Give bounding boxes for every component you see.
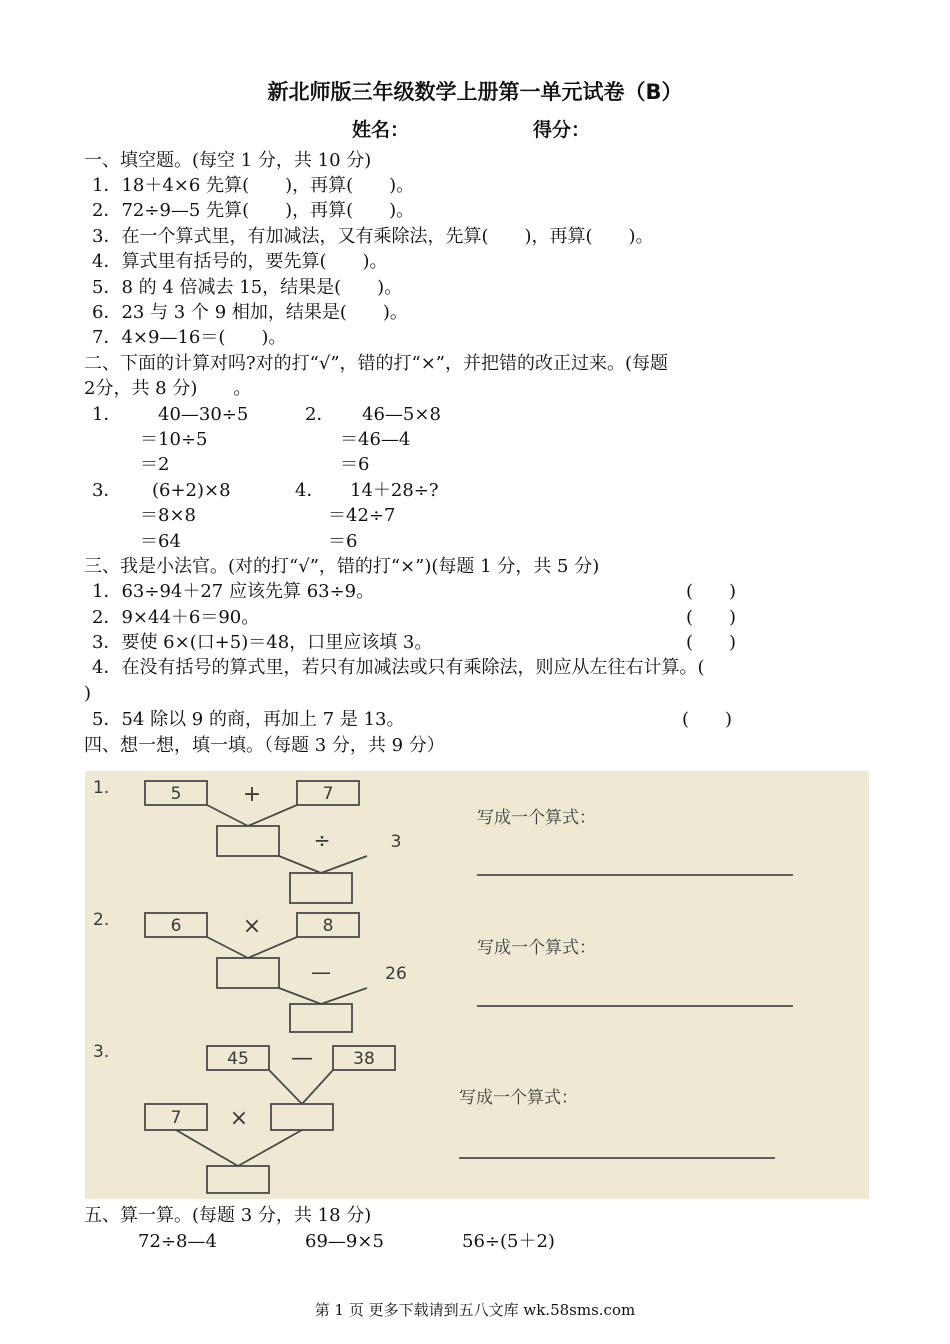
name-label: 姓名：	[352, 119, 410, 141]
s5-expression-2: 69—9×5	[305, 1231, 384, 1252]
q3-value-a: 45	[227, 1049, 249, 1069]
q1-value-a: 5	[170, 784, 182, 804]
s1-item-6: 6．23 与 3 个 9 相加，结果是( )。	[92, 302, 408, 323]
section-5-heading: 五、算一算。(每题 3 分，共 18 分)	[84, 1205, 372, 1226]
q2-value-b: 8	[322, 916, 334, 936]
page-footer: 第 1 页 更多下载请到五八文库 wk.58sms.com	[314, 1301, 636, 1319]
q1-op2: ÷	[313, 828, 331, 852]
s1-item-2: 2．72÷9—5 先算( )，再算( )。	[92, 200, 415, 221]
s2-p4-line1: 14＋28÷?	[350, 480, 439, 501]
s2-p2-line1: 46—5×8	[362, 404, 441, 425]
page-title: 新北师版三年级数学上册第一单元试卷（B）	[267, 80, 683, 104]
section-2-heading-line2: 2分，共 8 分) 。	[84, 378, 252, 399]
s5-expression-3: 56÷(5＋2)	[462, 1231, 555, 1252]
s1-item-4: 4．算式里有括号的，要先算( )。	[92, 251, 388, 272]
q3-box-mid[interactable]	[271, 1104, 333, 1130]
q3-write-label: 写成一个算式：	[459, 1088, 578, 1108]
s3-item-1: 1．63÷94＋27 应该先算 63÷9。	[92, 581, 375, 602]
s1-item-3: 3．在一个算式里，有加减法，又有乘除法，先算( )，再算( )。	[92, 226, 654, 247]
s3-item-2-answer[interactable]: ( )	[686, 607, 737, 628]
s1-item-5: 5．8 的 4 倍减去 15，结果是( )。	[92, 277, 403, 298]
s2-p4-num: 4．	[295, 480, 325, 501]
s2-p4-line3: ＝6	[328, 531, 358, 552]
s2-p2-line3: ＝6	[340, 454, 370, 475]
s2-p1-line3: ＝2	[140, 454, 170, 475]
s3-item-4: 4．在没有括号的算式里，若只有加减法或只有乘除法，则应从左往右计算。(	[92, 657, 705, 678]
s2-p3-num: 3．	[92, 480, 122, 501]
s2-p1-line2: ＝10÷5	[140, 429, 208, 450]
s2-p3-line1: (6+2)×8	[152, 480, 231, 501]
q1-write-label: 写成一个算式：	[477, 808, 596, 828]
q3-value-b: 38	[353, 1049, 375, 1069]
section-2-heading-line1: 二、下面的计算对吗?对的打“√”，错的打“×”，并把错的改正过来。(每题	[84, 353, 669, 374]
flow-diagram	[85, 771, 869, 1199]
q2-value-c: 26	[385, 964, 407, 984]
s2-p2-line2: ＝46—4	[340, 429, 411, 450]
q2-write-label: 写成一个算式：	[477, 938, 596, 958]
q1-op1: +	[242, 782, 262, 807]
s3-item-2: 2．9×44＋6＝90。	[92, 607, 260, 628]
q2-box-mid[interactable]	[217, 958, 279, 988]
q2-box-result[interactable]	[290, 1004, 352, 1032]
section-3-heading: 三、我是小法官。(对的打“√”，错的打“×”)(每题 1 分，共 5 分)	[84, 556, 600, 577]
s2-p4-line2: ＝42÷7	[328, 505, 396, 526]
s2-p3-line2: ＝8×8	[140, 505, 196, 526]
s2-p1-num: 1．	[92, 404, 122, 425]
q1-value-c: 3	[390, 832, 402, 852]
section-4-heading: 四、想一想，填一填。（每题 3 分，共 9 分）	[84, 735, 445, 756]
s3-item-5: 5．54 除以 9 的商，再加上 7 是 13。	[92, 709, 405, 730]
flow-diagram-figure	[85, 771, 869, 1199]
s1-item-1: 1．18＋4×6 先算( )，再算( )。	[92, 175, 415, 196]
q2-number: 2.	[93, 910, 110, 930]
q2-op2: —	[311, 960, 331, 984]
s3-item-3: 3．要使 6×(口+5)＝48，口里应该填 3。	[92, 632, 433, 653]
q3-op1: —	[291, 1046, 313, 1071]
s5-expression-1: 72÷8—4	[138, 1231, 217, 1252]
q1-value-b: 7	[322, 784, 334, 804]
s3-item-4-answer[interactable]: )	[84, 683, 92, 704]
q3-box-result[interactable]	[207, 1166, 269, 1193]
s1-item-7: 7．4×9—16＝( )。	[92, 327, 287, 348]
s2-p1-line1: 40—30÷5	[158, 404, 249, 425]
q1-box-mid[interactable]	[217, 826, 279, 856]
q3-op2: ×	[229, 1106, 249, 1131]
s3-item-1-answer[interactable]: ( )	[686, 581, 737, 602]
q2-value-a: 6	[170, 916, 182, 936]
q3-number: 3.	[93, 1042, 110, 1062]
q2-op1: ×	[242, 914, 262, 939]
s2-p2-num: 2．	[305, 404, 335, 425]
q3-value-c: 7	[170, 1108, 182, 1128]
q1-number: 1.	[93, 778, 110, 798]
s3-item-5-answer[interactable]: ( )	[682, 709, 733, 730]
score-label: 得分：	[533, 119, 591, 141]
q1-box-result[interactable]	[290, 873, 352, 903]
s2-p3-line3: ＝64	[140, 531, 181, 552]
s3-item-3-answer[interactable]: ( )	[686, 632, 737, 653]
section-1-heading: 一、填空题。(每空 1 分，共 10 分)	[84, 150, 372, 171]
